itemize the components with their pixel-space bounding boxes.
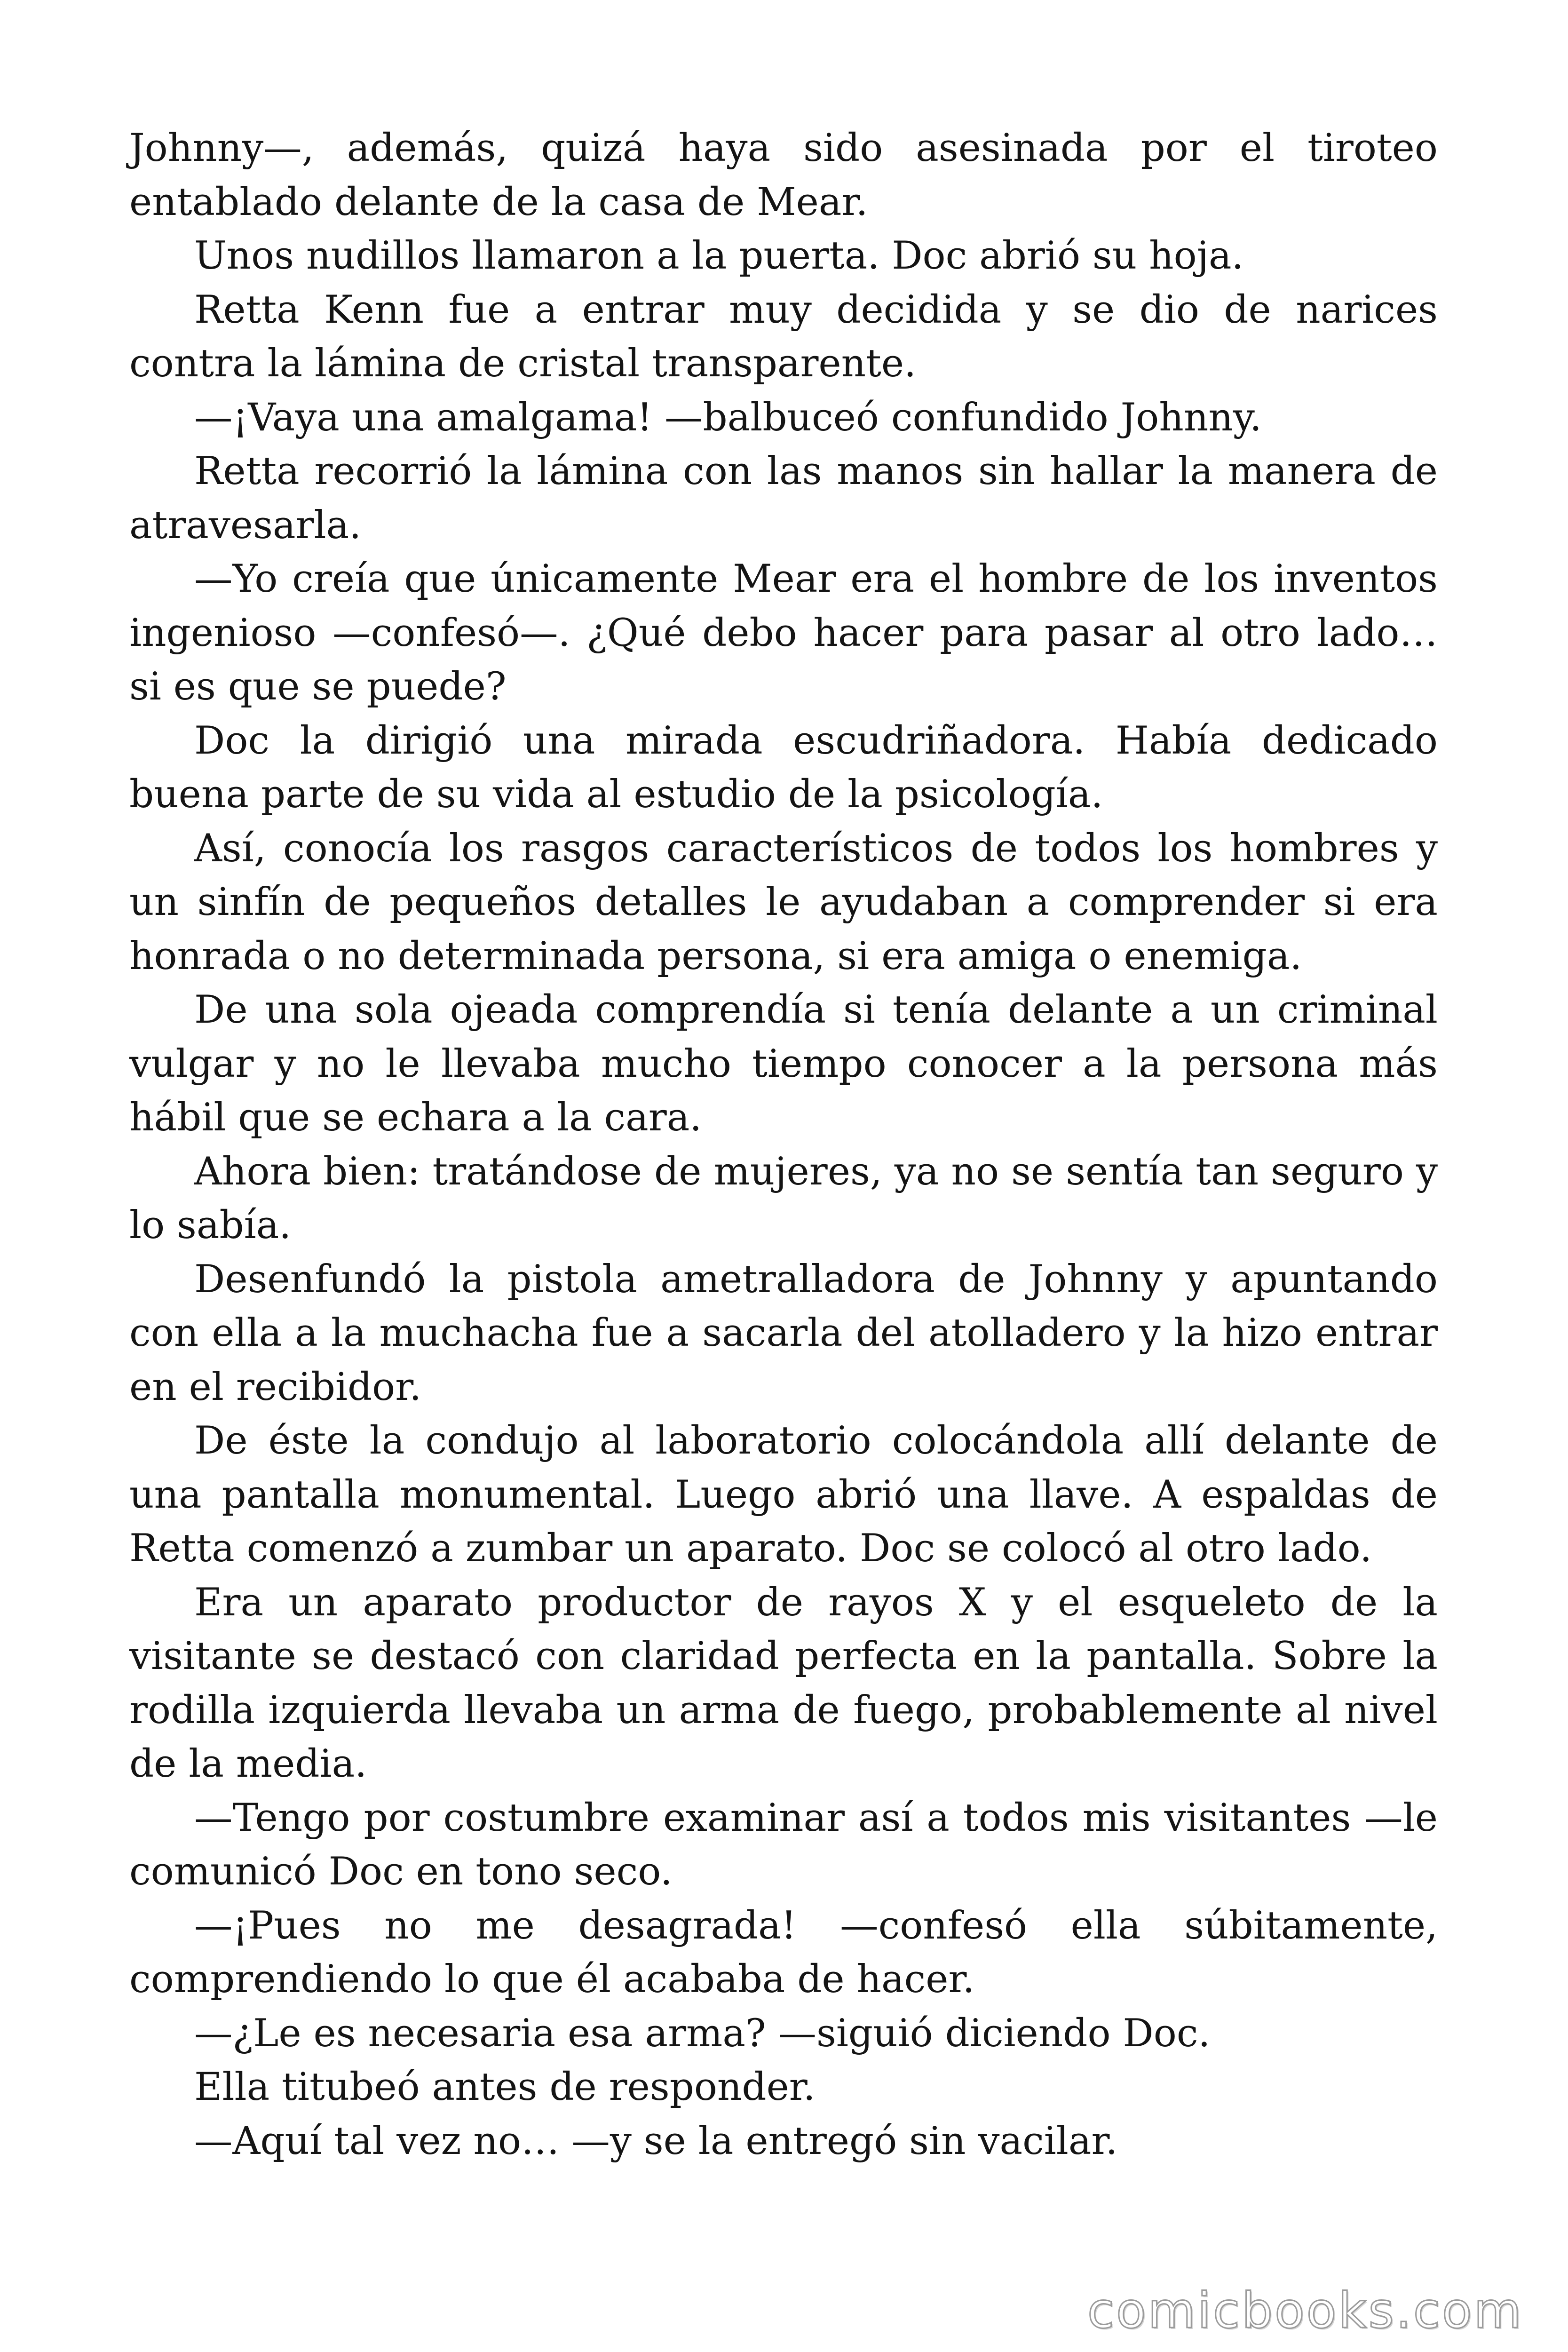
paragraph: Desenfundó la pistola ametralladora de Johnny y apuntando con ella a la muchacha fue a sacarla del atolladero y la hizo entrar en el recibidor. [129,1256,1438,1409]
body-text [129,121,1438,2168]
watermark: comicbooks.com [1087,2282,1523,2339]
paragraph: —Tengo por costumbre examinar así a todos mis visitantes —le comunicó Doc en tono seco. [129,1795,1438,1894]
paragraph: Johnny—, además, quizá haya sido asesinada por el tiroteo entablado delante de la casa de Mear. [129,126,1438,224]
paragraph: De éste la condujo al laboratorio colocándola allí delante de una pantalla monumental. Luego abrió una llave. A espaldas de Retta comenzó a zumbar un aparato. Doc se colocó al otro lado. [129,1418,1438,1571]
paragraph: —Yo creía que únicamente Mear era el hombre de los inventos ingenioso —confesó—. ¿Qué debo hacer para pasar al otro lado… si es que se puede? [129,556,1438,709]
paragraph: Ahora bien: tratándose de mujeres, ya no se sentía tan seguro y lo sabía. [129,1149,1438,1248]
paragraph: Retta Kenn fue a entrar muy decidida y se dio de narices contra la lámina de cristal transparente. [129,287,1438,386]
paragraph: —¿Le es necesaria esa arma? —siguió diciendo Doc. [194,2010,1211,2056]
paragraph: Ella titubeó antes de responder. [194,2065,816,2109]
paragraph: Unos nudillos llamaron a la puerta. Doc abrió su hoja. [194,233,1244,278]
paragraph: Retta recorrió la lámina con las manos sin hallar la manera de atravesarla. [129,449,1438,548]
paragraph: De una sola ojeada comprendía si tenía delante a un criminal vulgar y no le llevaba mucho tiempo conocer a la persona más hábil que se echara a la cara. [129,987,1438,1140]
paragraph: Era un aparato productor de rayos X y el esqueleto de la visitante se destacó con claridad perfecta en la pantalla. Sobre la rodilla izquierda llevaba un arma de fuego, probablemente al nivel de la media. [129,1580,1438,1786]
paragraph: —¡Pues no me desagrada! —confesó ella súbitamente, comprendiendo lo que él acababa de hacer. [129,1903,1438,2002]
paragraph: —¡Vaya una amalgama! —balbuceó confundido Johnny. [194,395,1262,440]
paragraph: Así, conocía los rasgos característicos de todos los hombres y un sinfín de pequeños detalles le ayudaban a comprender si era honrada o no determinada persona, si era amiga o enemiga. [129,826,1438,978]
paragraph: Doc la dirigió una mirada escudriñadora. Había dedicado buena parte de su vida al estudio de la psicología. [129,718,1438,817]
paragraph: —Aquí tal vez no… —y se la entregó sin vacilar. [194,2118,1118,2163]
